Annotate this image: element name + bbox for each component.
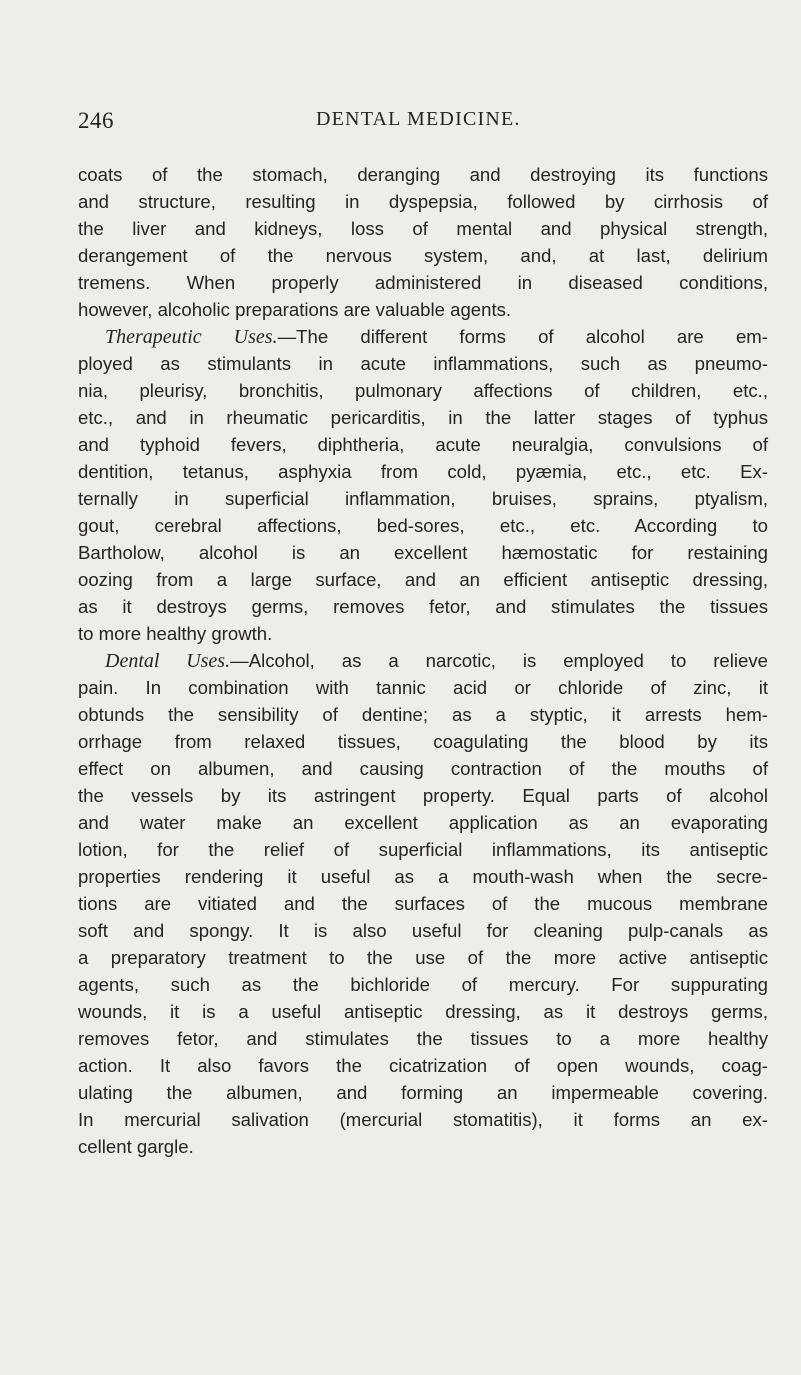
line-text: —The different forms of alcohol are em-	[277, 326, 768, 347]
text-line	[78, 323, 768, 350]
text-line	[78, 566, 768, 593]
line-text: derangement of the nervous system, and, at last, delirium	[78, 245, 768, 266]
line-text: and water make an excellent application as an evaporating	[78, 812, 768, 833]
line-text: —Alcohol, as a narcotic, is employed to relieve	[230, 650, 768, 671]
text-line	[78, 1106, 768, 1133]
text-line	[78, 377, 768, 404]
text-line	[78, 1025, 768, 1052]
page-number: 246	[78, 108, 114, 133]
line-text: agents, such as the bichloride of mercury. For suppurating	[78, 974, 768, 995]
running-head: DENTAL MEDICINE.	[316, 108, 521, 130]
line-text: tions are vitiated and the surfaces of the mucous membrane	[78, 893, 768, 914]
line-text: tremens. When properly administered in diseased conditions,	[78, 272, 768, 293]
text-line	[78, 863, 768, 890]
line-text: a preparatory treatment to the use of the more active antiseptic	[78, 947, 768, 968]
text-line	[78, 485, 768, 512]
line-text: action. It also favors the cicatrization of open wounds, coag-	[78, 1055, 768, 1076]
text-line	[78, 215, 768, 242]
line-text: ulating the albumen, and forming an impermeable covering.	[78, 1082, 768, 1103]
text-line	[78, 971, 768, 998]
line-text: the vessels by its astringent property. Equal parts of alcohol	[78, 785, 768, 806]
line-text: nia, pleurisy, bronchitis, pulmonary affections of children, etc.,	[78, 380, 768, 401]
text-line	[78, 512, 768, 539]
line-text: In mercurial salivation (mercurial stomatitis), it forms an ex-	[78, 1109, 768, 1130]
text-line	[78, 350, 768, 377]
line-text: and structure, resulting in dyspepsia, followed by cirrhosis of	[78, 191, 768, 212]
line-text: cellent gargle.	[78, 1136, 194, 1157]
line-text: coats of the stomach, deranging and destroying its functions	[78, 164, 768, 185]
line-text: etc., and in rheumatic pericarditis, in the latter stages of typhus	[78, 407, 768, 428]
line-text: dentition, tetanus, asphyxia from cold, pyæmia, etc., etc. Ex-	[78, 461, 768, 482]
line-text: wounds, it is a useful antiseptic dressing, as it destroys germs,	[78, 1001, 768, 1022]
text-line	[78, 674, 768, 701]
text-line	[78, 431, 768, 458]
line-text: Bartholow, alcohol is an excellent hæmostatic for restaining	[78, 542, 768, 563]
line-text: oozing from a large surface, and an efficient antiseptic dressing,	[78, 569, 768, 590]
line-text: properties rendering it useful as a mouth-wash when the secre-	[78, 866, 768, 887]
text-line	[78, 539, 768, 566]
text-line	[78, 944, 768, 971]
text-line	[78, 269, 768, 296]
text-line	[78, 1133, 768, 1160]
text-line	[78, 161, 768, 188]
line-text: lotion, for the relief of superficial inflammations, its antiseptic	[78, 839, 768, 860]
line-text: soft and spongy. It is also useful for cleaning pulp-canals as	[78, 920, 768, 941]
text-line	[78, 917, 768, 944]
text-line	[78, 809, 768, 836]
body-text	[78, 161, 768, 1160]
line-text: pain. In combination with tannic acid or chloride of zinc, it	[78, 677, 768, 698]
text-line	[78, 890, 768, 917]
line-text: gout, cerebral affections, bed-sores, etc., etc. According to	[78, 515, 768, 536]
text-line	[78, 620, 768, 647]
text-line	[78, 242, 768, 269]
text-line	[78, 458, 768, 485]
section-heading: Dental Uses.	[105, 650, 231, 672]
section-heading: Therapeutic Uses.	[105, 326, 278, 348]
text-line	[78, 296, 768, 323]
text-line	[78, 701, 768, 728]
line-text: removes fetor, and stimulates the tissues to a more healthy	[78, 1028, 768, 1049]
text-line	[78, 836, 768, 863]
text-line	[78, 404, 768, 431]
text-line	[78, 782, 768, 809]
line-text: the liver and kidneys, loss of mental and physical strength,	[78, 218, 768, 239]
text-line	[78, 647, 768, 674]
text-line	[78, 1079, 768, 1106]
line-text: effect on albumen, and causing contraction of the mouths of	[78, 758, 768, 779]
text-line	[78, 728, 768, 755]
page-header	[78, 108, 768, 138]
line-text: orrhage from relaxed tissues, coagulating the blood by its	[78, 731, 768, 752]
line-text: as it destroys germs, removes fetor, and stimulates the tissues	[78, 596, 768, 617]
text-line	[78, 755, 768, 782]
line-text: obtunds the sensibility of dentine; as a styptic, it arrests hem-	[78, 704, 768, 725]
line-text: however, alcoholic preparations are valuable agents.	[78, 299, 512, 320]
text-line	[78, 998, 768, 1025]
line-text: ternally in superficial inflammation, bruises, sprains, ptyalism,	[78, 488, 768, 509]
line-text: and typhoid fevers, diphtheria, acute neuralgia, convulsions of	[78, 434, 768, 455]
text-line	[78, 593, 768, 620]
text-line	[78, 1052, 768, 1079]
line-text: ployed as stimulants in acute inflammations, such as pneumo-	[78, 353, 768, 374]
line-text: to more healthy growth.	[78, 623, 273, 644]
text-line	[78, 188, 768, 215]
